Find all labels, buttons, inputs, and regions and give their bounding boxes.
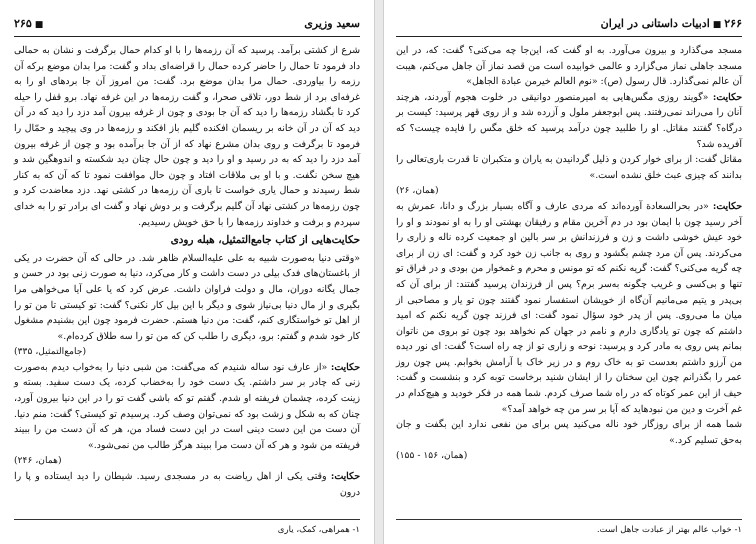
right-page-number: ۲۶۶ bbox=[724, 16, 742, 30]
left-paragraph-4 bbox=[14, 469, 360, 500]
right-page-body bbox=[396, 43, 742, 464]
right-paragraph-1: مسجد می‌گذارد و بیرون می‌آورد. به او گفت که، این‌جا چه می‌کنی؟ گفت: که، در این مسجد جاهلی نماز می‌گزارد و عالمی خوابیده است من قصد نماز آن جاهل می‌کنم، هیبت آن عالم نمی‌گذارد. قال رسول (ص): «نوم العالم خیرمن عبادة الجاهل» bbox=[396, 45, 742, 88]
left-reference-1: (جامع‌التمثیل، ۳۳۵) bbox=[14, 346, 87, 358]
left-paragraph-3-text: «از عارف نود ساله شنیدم که می‌گفت: من شبی دنیا را به‌خواب دیدم به‌صورت زنی که چادر بر سر داشتم. یک دست خود را به‌خضاب کرده، یک دست سفید. بسته و زینت کرده، چشمان فریفته او شدم. گفتم تو که باشی گفت تو را در این دنیا بیرون آورد، چنان که به شکل و زشت بود که نمی‌توان وصف کرد. پرسیدم تو کیستی؟ گفت: منم دنیا. آن دست من این دست دینی است در این دست فساد من، هر که آن دست من را ببیند فریفته من شود و هر که آن دست مرا ببیند هرگز طالب من نمی‌شود.» bbox=[14, 361, 360, 451]
right-paragraph-2b: مقاتل گفت: از برای خوار کردن و ذلیل گردانیدن به یاران و متکبران تا قدرت باری‌تعالی را بدانند که چیزی عبث خلق نشده است.» bbox=[396, 154, 742, 181]
right-paragraph-3 bbox=[396, 199, 742, 417]
left-footnote: ۱- همراهی، کمک، یاری bbox=[14, 519, 360, 536]
left-paragraph-3 bbox=[14, 360, 360, 454]
left-paragraph-1: شرع از کشتی برآمد. پرسید که آن رزمه‌ها را با او کدام حمال برگرفت و نشان به حمالی داد فرمود تا حمال را حاضر کرده حمال را قراضه‌ای بداد و گفت: مرا بدان موضع برکه آن رزمه را بیاوردی. حمال مرا بدان موضع برد. گفت: من امروز آن جا بردهای او را به غرفه‌ای برد از شط دور، تلاقی صحرا، و گفت رزمه‌ها در این غرفه نهاد. برو قفل را حیله کرد تا بگشاد رزمه‌ها را دید که آن جا بودی و چون از غرفه بیرون آمد دزد را دید که در آن دید که آن در آن خانه بر ریسمان افکنده گلیم باز افکند و رزمه‌ها در وی پیچید و حمّال را فرمود تا برگرفت و روی بدان مشرع نهاد که از آن جا برآمده بود و چون از غرفه بیرون آمد دزد را دید که به در رسید و او را دید و چون حال چنان دید شکسته و اندوهگین شد و هیچ سخن نگفت. و با او بی ملاقات افتاد و چون حال موافقت نمود تا که آن که به کنار شط رسیدند و حمال یاری خواست تا باری آن رزمه‌ها در کشتی نهد. دزد معاضدت کرد و چون رزمه‌ها در کشتی نهاد آن گلیم برگرفت و بر دوش نهاد و گفت ای برادر تو را به خدای سپردم و برفت و خداوند رزمه‌ها را با حق خویش رسیدیم. bbox=[14, 45, 360, 228]
right-paragraph-2 bbox=[396, 90, 742, 152]
left-page-number: ۲۶۵ bbox=[14, 16, 32, 30]
right-footnote: ۱- خواب عالم بهتر از عبادت جاهل است. bbox=[396, 519, 742, 536]
left-paragraph-2: «وقتی دنیا به‌صورت شبیه به علی علیه‌السلام ظاهر شد. در حالی که آن حضرت در یکی از باغستان‌های فدک بیلی در دست داشت و کار می‌کرد، دنیا به صورت زنی بود در حسن و جمال یگانه دوران، مال و دولت فراوان داشت. عرض کرد که یا علی آیا می‌خواهی مرا بگیری و از مال دنیا بی‌نیاز شوی و دیگر با این بیل کار نکنی؟ گفت: تو کیستی تا من تو را از اهل تو خواستگاری کنم، گفت: من دنیا هستم. حضرت فرمود چون این بشنیدم مشغول کار خود شدم و گفتم: برو، دیگری را طلب کن که من تو را سه طلاق کرده‌ام.» bbox=[14, 252, 360, 342]
story-label: حکایت: bbox=[330, 471, 361, 483]
left-page-number-wrap bbox=[14, 12, 46, 37]
square-bullet-icon: ■ bbox=[34, 19, 44, 30]
right-page bbox=[382, 0, 756, 544]
right-page-title: ادبیات داستانی در ایران bbox=[600, 16, 710, 30]
right-page-header bbox=[396, 12, 742, 37]
story-label: حکایت: bbox=[330, 361, 360, 373]
square-bullet-icon: ■ bbox=[712, 19, 722, 30]
story-label: حکایت: bbox=[712, 91, 742, 103]
left-paragraph-4-text: وقتی یکی از اهل ریاضت به در مسجدی رسید. شیطان را دید ایستاده و پا را درون bbox=[14, 471, 360, 498]
left-page-body bbox=[14, 43, 360, 500]
right-reference-1: (همان، ۲۶) bbox=[396, 185, 439, 197]
left-reference-2: (همان، ۲۴۶) bbox=[14, 455, 62, 467]
right-page-number-title bbox=[601, 12, 742, 37]
story-label: حکایت: bbox=[712, 200, 742, 212]
right-paragraph-3-text: «در بحرالسعادة آورده‌اند که مردی عارف و آگاه بسیار بزرگ و دانا، عمرش به آخر رسید چون با ایمان بود در دم آخرین مقام و رفیقان بهشتی او را به او نمودند و او را خود عیش خوشی داشت و زن و فرزندانش بر سر بالین او جمعیت کرده ناله و زاری را می‌کردند. پس آن مرد چشم بگشود و روی به جانب زن خود کرد و گفت: ای زن از برای چه گریه می‌کنی؟ گفت: گریه نکنم که تو مونس و محرم و غمخوار من بودی و در فراق تو تنها و بی‌کسی و غریب چگونه به‌سر برم؟ پس از فرزندان پرسید گفتند: از برای آن که بی‌پدر و یتیم می‌مانیم آن‌گاه از خویشان استفسار نمود گفتند چون تو یار و مصاحبی از میان ما می‌روی. پس از پدر خود سؤال نمود گفت: ای فرزند چون گریه نکنم که امید داشتم که چون تو یادگاری دارم و نامم در جهان کم نخواهد بود چون تو بروی من ناتوان بمانم پس روی به مادر کرد و پرسید: نوحه و زاری تو از چه راه است؟ گفت: ای نور دیده من آرزو داشتم بعدست تو به خاک روم و در زیر خاک با آرامش بخوابم. پس چون روز عمر را بگذرانم چون این سخنان را از ایشان شنید برخاست توبه کرد و بنشست و گفت: حیف از این عمر کوتاه که در راه شما صرف کردم. شما همه در فکر خودید و هیچ‌کدام در غم آخرت و دین من نبودهاید که آیا بر سر من چه خواهد آمد؟» bbox=[396, 200, 742, 415]
section-title: حکایت‌هایی از کتاب جامع‌التمثیل، هبله رودی bbox=[170, 234, 360, 247]
left-page-author: سعید وزیری bbox=[304, 17, 360, 30]
right-reference-2: (همان، ۱۵۶ - ۱۵۵) bbox=[396, 450, 468, 462]
left-page-header bbox=[14, 12, 360, 37]
right-paragraph-4: شما همه از برای روزگار خود ناله می‌کنید پس برای من نفعی ندارد این بگفت و جان به‌حق تسلیم کرد.» bbox=[396, 419, 742, 446]
right-paragraph-2-text: «گویند روزی مگس‌هایی به امیرمنصور دوانیقی در خلوت هجوم آوردند، هرچند آنان را می‌راند نمی‌رفتند. پس ابوجعفر ملول و آزرده شد و از روی قهر پرسید: کیست بر درگاه؟ گفتند مقاتل. او را طلبید چون درآمد پرسید که خلق مگس را فایده چیست؟ که آفریده شد؟ bbox=[396, 91, 742, 150]
left-page bbox=[0, 0, 374, 544]
